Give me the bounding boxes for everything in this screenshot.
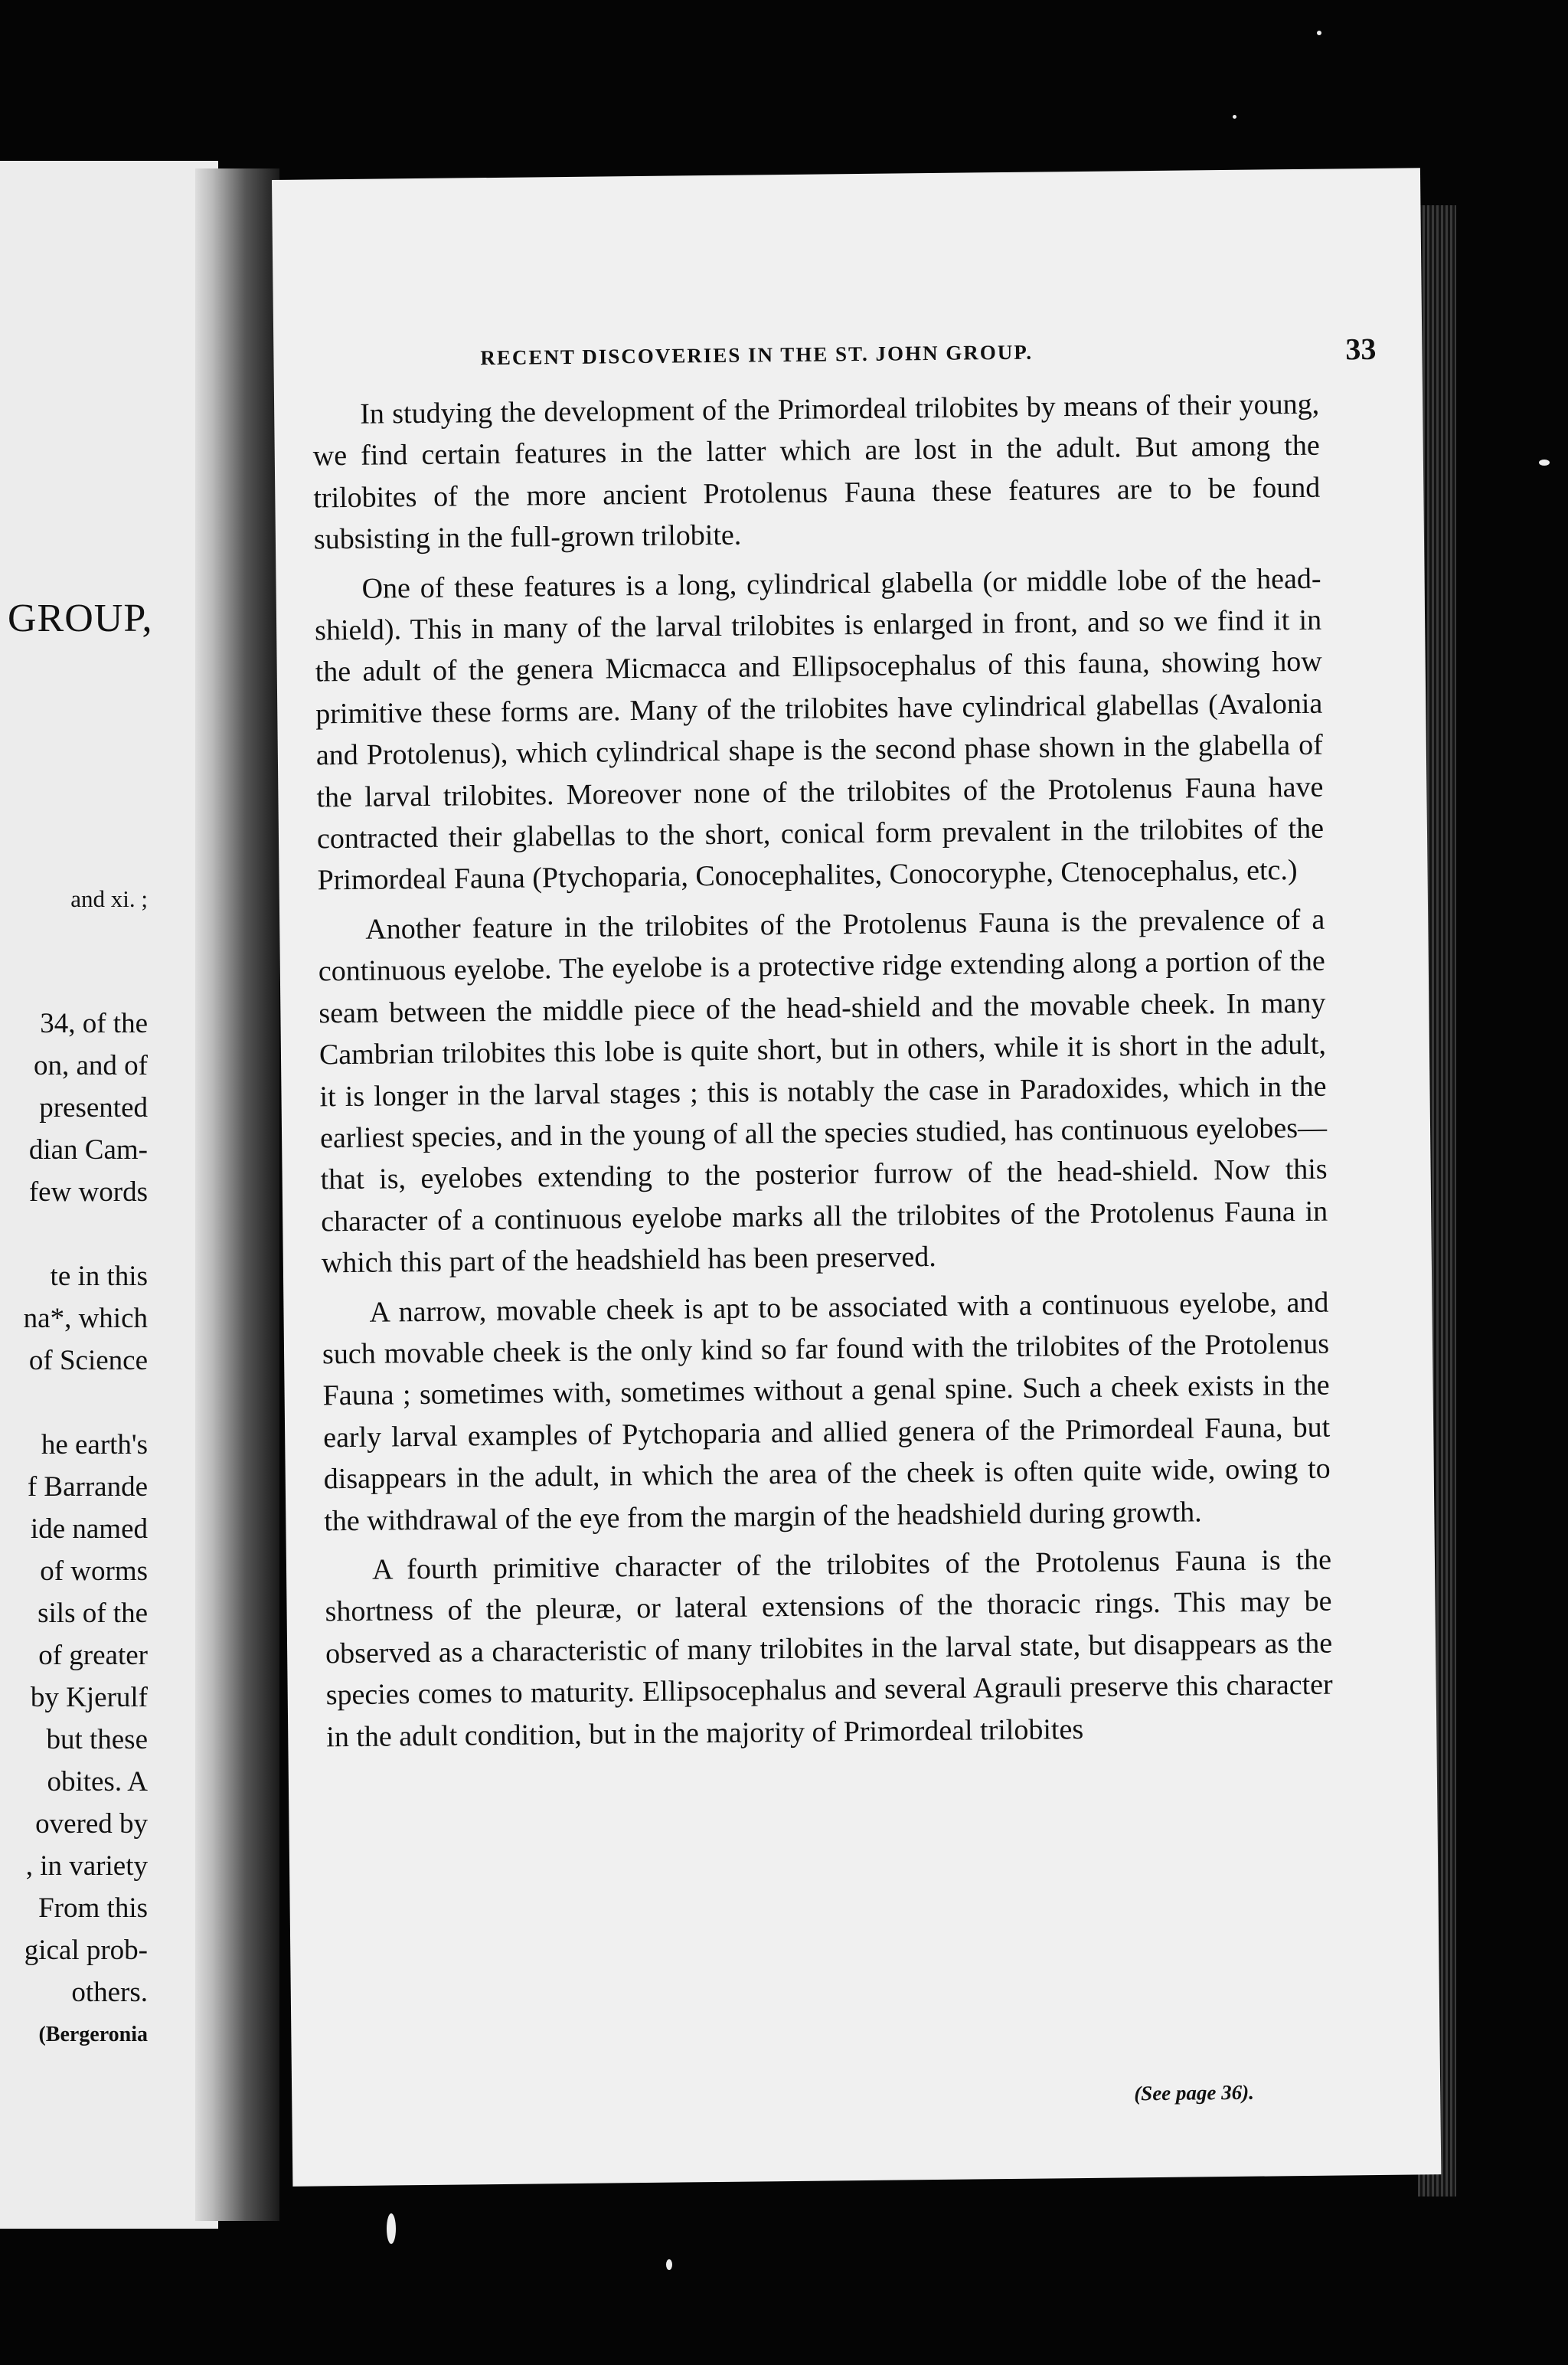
paragraph: A fourth primitive character of the trilobites of the Protolenus Fauna is the shortness of the pleuræ, or lateral extensions of the thoracic rings. This may be observed as a characteristic of many trilobites in the larval state, but disappears as the species comes to maturity. Ellipsocephalus and several Agrauli preserve this character in the adult condition, but in the majority of Primordeal trilobites — [325, 1543, 1333, 1753]
facing-line: f Barrande — [27, 1471, 148, 1503]
facing-line: presented — [39, 1092, 148, 1124]
facing-line: 34, of the — [40, 1008, 148, 1039]
paragraph: A narrow, movable cheek is apt to be associated with a continuous eyelobe, and such movable cheek is the only kind so far found with the trilobites of the Protolenus Fauna ; sometimes with, sometimes without a genal spine. Such a cheek exists in the early larval examples of Pytchoparia and allied genera of the Primordeal Fauna, but disappears in the adult, in which the area of the cheek is often quite wide, owing to the withdrawal of the eye from the margin of the headshield during growth. — [322, 1286, 1331, 1537]
book-gutter — [195, 168, 279, 2221]
facing-line: dian Cam- — [28, 1134, 148, 1166]
paragraph: One of these features is a long, cylindrical glabella (or middle lobe of the head-shield). This in many of the larval trilobites is enlarged in front, and so we find it in the adult of the genera Micmacca and Ellipsocephalus of this fauna, showing how primitive these forms are. Many of the trilobites have cylindrical glabellas (Avalonia and Protolenus), which cylindrical shape is the second phase shown in the glabella of the larval trilobites. Moreover none of the trilobites of the Protolenus Fauna have contracted their glabellas to the short, conical form prevalent in the trilobites of the Primordeal Fauna (Ptychoparia, Conocephalites, Conocoryphe, Ctenocephalus, etc.) — [314, 562, 1325, 897]
paragraph: In studying the development of the Primordeal trilobites by means of their young, we find certain features in the latter which are lost in the adult. But among the trilobites of the more ancient Protolenus Fauna these features are to be found subsisting in the full-grown trilobite. — [312, 388, 1321, 556]
running-head-title: RECENT DISCOVERIES IN THE ST. JOHN GROUP. — [480, 340, 1034, 370]
facing-line: (Bergeronia — [38, 2023, 148, 2046]
facing-page-heading: GROUP, — [8, 597, 153, 640]
facing-line: of Science — [28, 1345, 148, 1376]
facing-line: gical prob- — [24, 1935, 148, 1966]
facing-line: he earth's — [41, 1429, 148, 1461]
paragraph: Another feature in the trilobites of the Protolenus Fauna is the prevalence of a continuous eyelobe. The eyelobe is a protective ridge extending along a portion of the seam between the middle piece of the head-shield and the movable cheek. In many Cambrian trilobites this lobe is quite short, but in others, while it is short in the adult, it is longer in the larval stages ; this is notably the case in Paradoxides, which in the earliest species, and in the young of all the species studied, has continuous eyelobes—that is, eyelobes extending to the posterior furrow of the head-shield. Now this character of a continuous eyelobe marks all the trilobites of the Protolenus Fauna in which this part of the headshield has been preserved. — [318, 903, 1328, 1280]
facing-line: obites. A — [47, 1766, 148, 1797]
facing-line: of worms — [40, 1555, 148, 1587]
facing-line: sils of the — [38, 1598, 148, 1629]
facing-line: overed by — [35, 1808, 148, 1840]
body-text — [312, 384, 1334, 1766]
facing-page-fragment — [0, 161, 218, 2229]
continuation-note: (See page 36). — [1134, 2080, 1255, 2105]
running-head — [480, 331, 1377, 370]
facing-line: others. — [71, 1977, 148, 2008]
facing-line: te in this — [50, 1261, 148, 1292]
facing-line: na*, which — [23, 1303, 148, 1334]
facing-line: on, and of — [34, 1050, 148, 1081]
facing-line: by Kjerulf — [30, 1682, 148, 1713]
facing-line: and xi. ; — [70, 885, 148, 912]
facing-line: of greater — [38, 1640, 148, 1671]
facing-line: but these — [46, 1724, 148, 1755]
facing-line: , in variety — [25, 1850, 148, 1882]
facing-line: few words — [28, 1176, 148, 1208]
page-33 — [272, 168, 1441, 2187]
facing-line: ide named — [30, 1513, 148, 1545]
page-number: 33 — [1345, 331, 1377, 367]
facing-line: From this — [38, 1892, 148, 1924]
